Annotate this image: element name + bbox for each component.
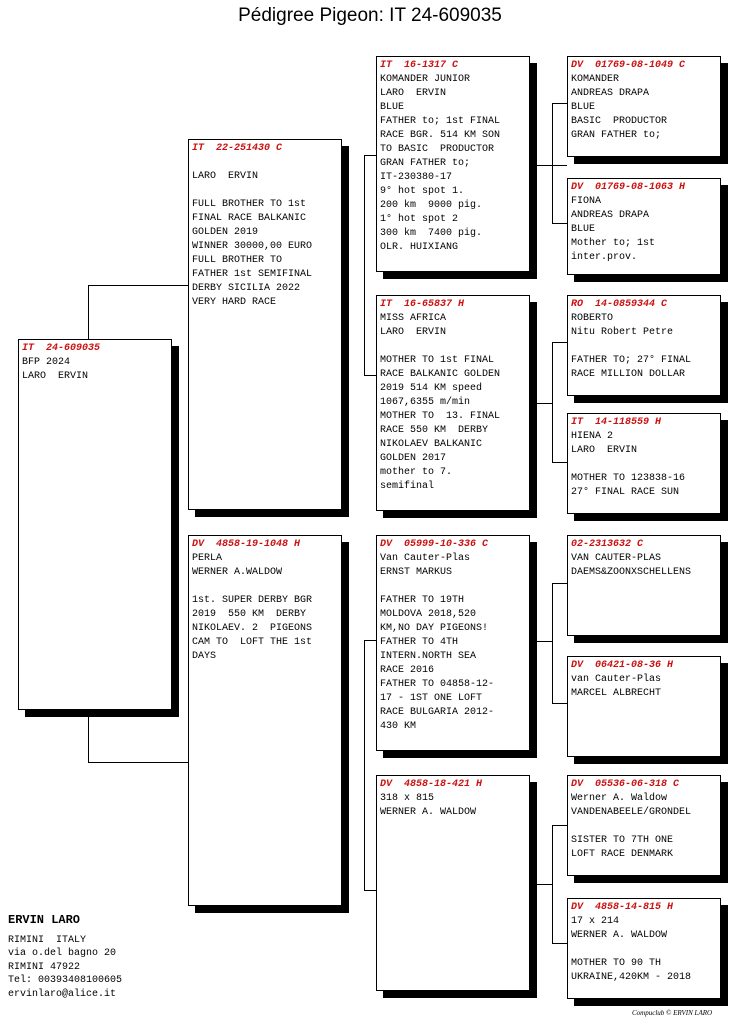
dam-dam-sire-card — [567, 775, 721, 876]
pedigree-text-line: FATHER TO 4TH — [380, 637, 459, 648]
ring-number: DV 05536-06-318 C — [571, 779, 680, 790]
dam-card — [188, 535, 342, 906]
pedigree-text-line: FATHER to; 1st FINAL — [380, 116, 501, 127]
pedigree-text-line: 27° FINAL RACE SUN — [571, 487, 680, 498]
ring-number: IT 16-1317 C — [380, 60, 459, 71]
pedigree-text-line: RACE BULGARIA 2012- — [380, 707, 495, 718]
pedigree-text-line — [192, 580, 341, 594]
connector-line — [537, 641, 552, 642]
connector-line — [552, 342, 553, 462]
owner-info — [8, 914, 122, 1001]
pedigree-text-line: WERNER A.WALDOW — [192, 567, 283, 578]
pedigree-text-line: DERBY SICILIA 2022 — [192, 283, 301, 294]
ring-number: DV 4858-14-815 H — [571, 902, 674, 913]
pedigree-text-line: INTERN.NORTH SEA — [380, 651, 477, 662]
pedigree-text-line — [380, 340, 529, 354]
pedigree-text-line: mother to 7. — [380, 467, 453, 478]
pedigree-text-line: GRAN FATHER to; — [380, 158, 471, 169]
sire-card — [188, 139, 342, 510]
pedigree-text-line: CAM TO LOFT THE 1st — [192, 637, 313, 648]
pedigree-text-line: WINNER 30000,00 EURO — [192, 241, 313, 252]
pedigree-text-line — [192, 184, 341, 198]
pedigree-text-line: FATHER TO 19TH — [380, 595, 465, 606]
pedigree-text-line: WERNER A. WALDOW — [380, 807, 477, 818]
connector-line — [552, 943, 567, 944]
pedigree-text-line: VANDENABEELE/GRONDEL — [571, 807, 692, 818]
pedigree-text-line: MOTHER TO 123838-16 — [571, 473, 686, 484]
sire-dam-dam-card — [567, 413, 721, 514]
pedigree-text-line: DAEMS&ZOONXSCHELLENS — [571, 567, 692, 578]
dam-sire-sire-card — [567, 535, 721, 636]
pedigree-text-line: RACE BALKANIC GOLDEN — [380, 369, 501, 380]
ring-number: IT 14-118559 H — [571, 417, 662, 428]
pedigree-text-line: 1067,6355 m/min — [380, 397, 471, 408]
pedigree-text-line: FINAL RACE BALKANIC — [192, 213, 307, 224]
pedigree-text-line: MOTHER TO 13. FINAL — [380, 411, 501, 422]
sire-dam-sire-card — [567, 295, 721, 396]
pedigree-text-line: PERLA — [192, 553, 223, 564]
pedigree-text-line: SISTER TO 7TH ONE — [571, 835, 674, 846]
connector-line — [552, 103, 567, 104]
connector-line — [552, 462, 567, 463]
ring-number: RO 14-0859344 C — [571, 299, 668, 310]
ring-number: 02-2313632 C — [571, 539, 644, 550]
pedigree-text-line: LARO ERVIN — [571, 445, 638, 456]
pedigree-text-line: MARCEL ALBRECHT — [571, 688, 662, 699]
connector-line — [552, 583, 553, 703]
pedigree-text-line: RACE BGR. 514 KM SON — [380, 130, 501, 141]
connector-line — [88, 285, 89, 339]
connector-line — [537, 884, 552, 885]
pedigree-text-line: ANDREAS DRAPA — [571, 210, 650, 221]
pedigree-text-line: BFP 2024 — [22, 357, 71, 368]
pedigree-text-line: RACE 550 KM DERBY — [380, 425, 489, 436]
pedigree-text-line: 430 KM — [380, 721, 417, 732]
pedigree-text-line: ERNST MARKUS — [380, 567, 453, 578]
pedigree-text-line: inter.prov. — [571, 252, 638, 263]
pedigree-text-line: 2019 514 KM speed — [380, 383, 483, 394]
pedigree-text-line: IT-230380-17 — [380, 172, 453, 183]
owner-address-line: RIMINI 47922 — [8, 961, 81, 973]
pedigree-text-line: WERNER A. WALDOW — [571, 930, 668, 941]
pedigree-text-line: FATHER TO; 27° FINAL — [571, 355, 692, 366]
dam-dam-dam-card — [567, 898, 721, 999]
pedigree-text-line: KOMANDER JUNIOR — [380, 74, 471, 85]
ring-number: DV 4858-19-1048 H — [192, 539, 301, 550]
pedigree-text-line: LOFT RACE DENMARK — [571, 849, 674, 860]
connector-line — [552, 342, 567, 343]
pedigree-text-line: KOMANDER — [571, 74, 620, 85]
pedigree-text-line: GRAN FATHER to; — [571, 130, 662, 141]
pedigree-text-line: KM,NO DAY PIGEONS! — [380, 623, 489, 634]
ring-number: IT 16-65837 H — [380, 299, 465, 310]
owner-name: ERVIN LARO — [8, 913, 81, 927]
pedigree-text-line: LARO ERVIN — [192, 171, 259, 182]
pedigree-text-line — [380, 580, 529, 594]
pedigree-text-line: NIKOLAEV. 2 PIGEONS — [192, 623, 313, 634]
connector-line — [552, 825, 567, 826]
pedigree-text-line — [192, 156, 341, 170]
pedigree-text-line — [571, 340, 720, 354]
pedigree-text-line: BASIC PRODUCTOR — [571, 116, 668, 127]
pedigree-text-line: RACE 2016 — [380, 665, 435, 676]
ring-number: DV 01769-08-1049 C — [571, 60, 686, 71]
pedigree-text-line: Werner A. Waldow — [571, 793, 668, 804]
pedigree-text-line — [571, 458, 720, 472]
pedigree-text-line: 9° hot spot 1. — [380, 186, 465, 197]
pedigree-text-line: Van Cauter-Plas — [380, 553, 471, 564]
connector-line — [537, 403, 552, 404]
pedigree-text-line: HIENA 2 — [571, 431, 614, 442]
pedigree-text-line: UKRAINE,420KM - 2018 — [571, 972, 692, 983]
pedigree-text-line: GOLDEN 2019 — [192, 227, 259, 238]
dam-sire-dam-card — [567, 656, 721, 757]
pedigree-text-line: MOTHER TO 90 TH — [571, 958, 662, 969]
pedigree-text-line: MOLDOVA 2018,520 — [380, 609, 477, 620]
pedigree-text-line: 300 km 7400 pig. — [380, 228, 483, 239]
pedigree-text-line: ANDREAS DRAPA — [571, 88, 650, 99]
ring-number: IT 24-609035 — [22, 343, 101, 354]
pedigree-text-line: LARO ERVIN — [380, 88, 447, 99]
pedigree-text-line: TO BASIC PRODUCTOR — [380, 144, 495, 155]
pedigree-text-line: FIONA — [571, 196, 602, 207]
pedigree-text-line: NIKOLAEV BALKANIC — [380, 439, 483, 450]
pedigree-text-line: 2019 550 KM DERBY — [192, 609, 307, 620]
pedigree-text-line: LARO ERVIN — [22, 371, 89, 382]
sire-sire-card — [376, 56, 530, 272]
pedigree-text-line: Nitu Robert Petre — [571, 327, 674, 338]
connector-line — [552, 103, 553, 223]
connector-line — [364, 890, 376, 891]
ring-number: IT 22-251430 C — [192, 143, 283, 154]
pedigree-text-line: MOTHER TO 1st FINAL — [380, 355, 495, 366]
sire-dam-card — [376, 295, 530, 511]
connector-line — [552, 825, 553, 943]
pedigree-text-line: FATHER 1st SEMIFINAL — [192, 269, 313, 280]
connector-line — [88, 285, 188, 286]
pedigree-text-line — [571, 943, 720, 957]
connector-line — [88, 762, 188, 763]
pedigree-text-line: FATHER TO 04858-12- — [380, 679, 495, 690]
ring-number: DV 4858-18-421 H — [380, 779, 483, 790]
pedigree-text-line: van Cauter-Plas — [571, 674, 662, 685]
sire-sire-dam-card — [567, 178, 721, 275]
connector-line — [552, 223, 567, 224]
pedigree-text-line: VERY HARD RACE — [192, 297, 277, 308]
pedigree-text-line: GOLDEN 2017 — [380, 453, 447, 464]
pedigree-text-line — [571, 820, 720, 834]
pedigree-text-line: 17 - 1ST ONE LOFT — [380, 693, 483, 704]
owner-email: ervinlaro@alice.it — [8, 988, 117, 1000]
pedigree-text-line: FULL BROTHER TO 1st — [192, 199, 307, 210]
ring-number: DV 05999-10-336 C — [380, 539, 489, 550]
owner-address-line: via o.del bagno 20 — [8, 948, 117, 959]
pedigree-text-line: MISS AFRICA — [380, 313, 447, 324]
subject-pigeon-card — [18, 339, 172, 710]
pedigree-text-line: 200 km 9000 pig. — [380, 200, 483, 211]
ring-number: DV 01769-08-1063 H — [571, 182, 686, 193]
connector-line — [88, 710, 89, 762]
pedigree-text-line: 1° hot spot 2 — [380, 214, 459, 225]
dam-sire-card — [376, 535, 530, 751]
pedigree-text-line: VAN CAUTER-PLAS — [571, 553, 662, 564]
pedigree-text-line: 1st. SUPER DERBY BGR — [192, 595, 313, 606]
pedigree-text-line: 17 x 214 — [571, 916, 620, 927]
pedigree-text-line: OLR. HUIXIANG — [380, 242, 459, 253]
pedigree-text-line: 318 x 815 — [380, 793, 435, 804]
pedigree-text-line: semifinal — [380, 481, 435, 492]
pedigree-text-line: BLUE — [380, 102, 405, 113]
connector-line — [364, 155, 365, 375]
dam-dam-card — [376, 775, 530, 991]
connector-line — [552, 703, 567, 704]
connector-line — [364, 640, 365, 890]
connector-line — [364, 155, 376, 156]
pedigree-text-line: Mother to; 1st — [571, 238, 656, 249]
sire-sire-sire-card — [567, 56, 721, 157]
connector-line — [552, 583, 567, 584]
pedigree-text-line: RACE MILLION DOLLAR — [571, 369, 686, 380]
pedigree-text-line: BLUE — [571, 224, 596, 235]
pedigree-text-line: DAYS — [192, 651, 217, 662]
pedigree-text-line: BLUE — [571, 102, 596, 113]
connector-line — [364, 640, 376, 641]
connector-line — [364, 375, 376, 376]
ring-number: DV 06421-08-36 H — [571, 660, 674, 671]
owner-address-line: RIMINI ITALY — [8, 934, 87, 946]
page-title: Pédigree Pigeon: IT 24-609035 — [238, 5, 502, 26]
pedigree-text-line: FULL BROTHER TO — [192, 255, 283, 266]
software-credit: Compuclub © ERVIN LARO — [632, 1009, 713, 1017]
pedigree-text-line: LARO ERVIN — [380, 327, 447, 338]
owner-phone: Tel: 00393408100605 — [8, 975, 123, 986]
pedigree-text-line: ROBERTO — [571, 313, 614, 324]
